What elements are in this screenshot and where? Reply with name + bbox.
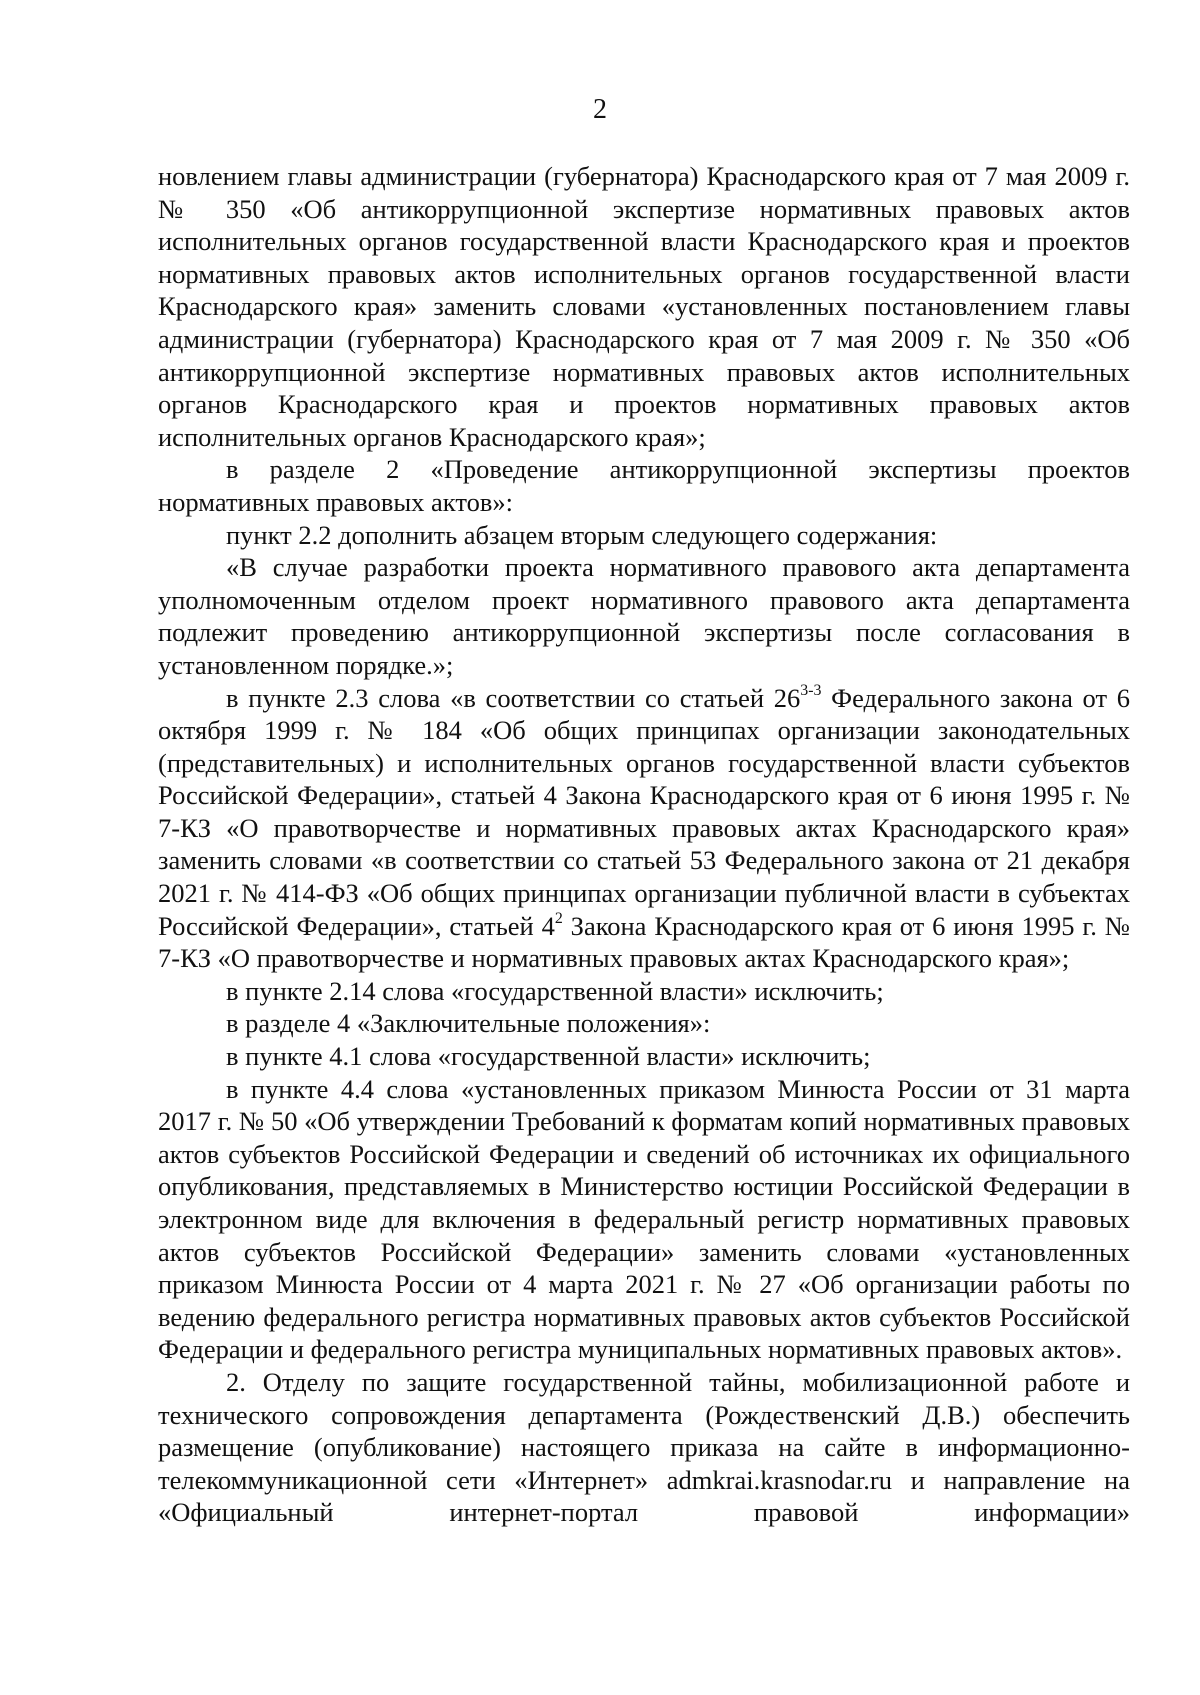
superscript-3-3: 3-3 [800, 681, 822, 699]
paragraph-item-2-3 [158, 682, 1130, 975]
paragraph-item-4-1: в пункте 4.1 слова «государственной власти» исключить; [226, 1041, 871, 1072]
paragraph-item-2-3-part-a: в пункте 2.3 слова «в соответствии со статьей 26 [226, 682, 801, 713]
paragraph-quote-2-2: «В случае разработки проекта нормативного правового акта департамента уполномоченным отделом проект нормативного правового акта департамента подлежит проведению антикоррупционной экспертизы после согласования в установленном порядке.»; [158, 552, 1130, 680]
paragraph-item-2-3-part-b: Федерального закона от 6 октября 1999 г. № 184 «Об общих принципах организации законодательных (представительных) и исполнительных органов государственной власти субъектов Российской Федерации», статьей 4 Закона Краснодарского края от 6 июня 1995 г. № 7-КЗ «О правотворчестве и нормативных правовых актах Краснодарского края» заменить словами «в соответствии со статьей 53 Федерального закона от 21 декабря 2021 г. № 414-ФЗ «Об общих принципах организации публичной власти в субъектах Российской Федерации», статьей 4 [158, 682, 1130, 941]
document-body [158, 160, 1130, 1529]
paragraph-continuation: новлением главы администрации (губернатора) Краснодарского края от 7 мая 2009 г. № 350 «Об антикоррупционной экспертизе нормативных правовых актов исполнительных органов государственной власти Краснодарского края и проектов нормативных правовых актов исполнительных органов государственной власти Краснодарского края» заменить словами «установленных постановлением главы администрации (губернатора) Краснодарского края от 7 мая 2009 г. № 350 «Об антикоррупционной экспертизе нормативных правовых актов исполнительных органов Краснодарского края и проектов нормативных правовых актов исполнительных органов Краснодарского края»; [158, 161, 1130, 452]
paragraph-point-2: 2. Отделу по защите государственной тайны, мобилизационной работе и технического сопровождения департамента (Рождественский Д.В.) обеспечить размещение (опубликование) настоящего приказа на сайте в информационно-телекоммуникационной сети «Интернет» admkrai.krasnodar.ru и направление на «Официальный интернет-портал правовой информации» [158, 1366, 1130, 1528]
paragraph-item-4-4: в пункте 4.4 слова «установленных приказом Минюста России от 31 марта 2017 г. № 50 «Об утверждении Требований к форматам копий нормативных правовых актов субъектов Российской Федерации и сведений об источниках их официального опубликования, представляемых в Министерство юстиции Российской Федерации в электронном виде для включения в федеральный регистр нормативных правовых актов субъектов Российской Федерации» заменить словами «установленных приказом Минюста России от 4 марта 2021 г. № 27 «Об организации работы по ведению федерального регистра нормативных правовых актов субъектов Российской Федерации и федерального регистра муниципальных нормативных правовых актов». [158, 1073, 1130, 1365]
superscript-2: 2 [554, 909, 563, 927]
paragraph-section-2: в разделе 2 «Проведение антикоррупционной экспертизы проектов нормативных правовых актов»: [158, 454, 1130, 517]
paragraph-section-4: в разделе 4 «Заключительные положения»: [226, 1008, 711, 1039]
paragraph-item-2-14: в пункте 2.14 слова «государственной власти» исключить; [226, 975, 884, 1006]
paragraph-item-2-2: пункт 2.2 дополнить абзацем вторым следующего содержания: [226, 519, 938, 550]
paragraph-item-2-3-part-c: Закона Краснодарского края от 6 июня 1995 г. № 7-КЗ «О правотворчестве и нормативных правовых актах Краснодарского края»; [158, 910, 1130, 974]
page-number: 2 [593, 94, 607, 125]
